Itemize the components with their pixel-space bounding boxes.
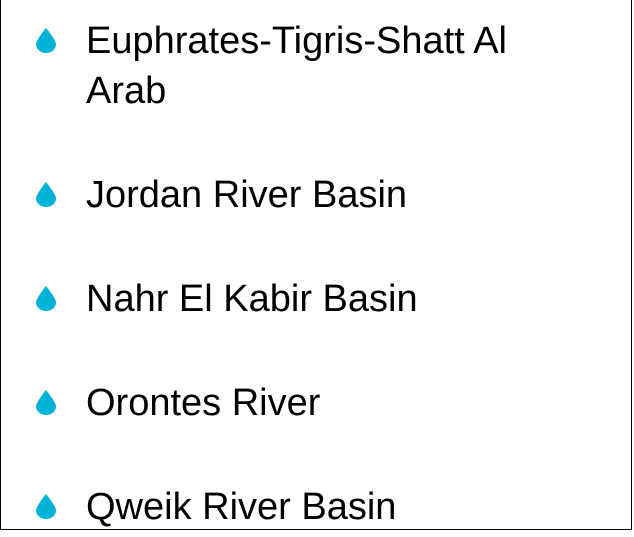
- list-item-label: Orontes River: [86, 382, 321, 424]
- list-item-label: Jordan River Basin: [86, 174, 408, 216]
- list-item-label: Euphrates-Tigris-Shatt Al Arab: [86, 20, 507, 112]
- water-drop-icon: [36, 390, 56, 415]
- water-drop-icon: [36, 182, 56, 207]
- list-item-label: Nahr El Kabir Basin: [86, 278, 418, 320]
- water-drop-icon: [36, 28, 56, 53]
- water-drop-icon: [36, 286, 56, 311]
- list-item-label: Qweik River Basin: [86, 486, 397, 528]
- water-drop-icon: [36, 494, 56, 519]
